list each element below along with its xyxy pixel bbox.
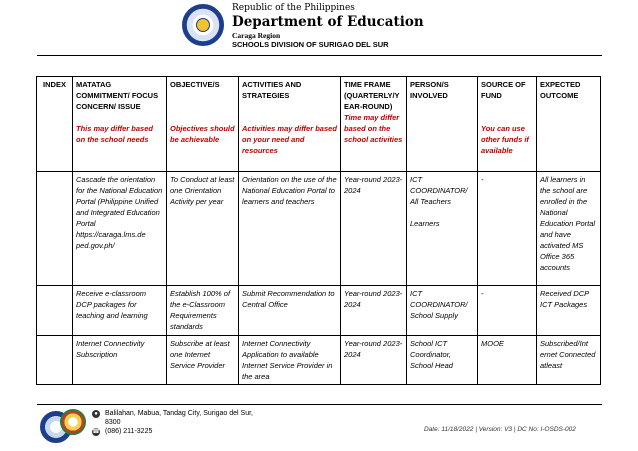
map-pin-icon: ● [92, 410, 100, 418]
cell-timeframe: Year-round 2023-2024 [341, 336, 407, 385]
header-outcome: EXPECTED OUTCOME [537, 77, 601, 172]
table-row [37, 172, 601, 286]
header-divider [37, 55, 602, 56]
cell-persons: School ICT Coordinator, School Head [407, 336, 478, 385]
header-concern: MATATAG COMMITMENT/ FOCUS CONCERN/ ISSUE This may differ based on the school needs [73, 77, 167, 172]
action-plan-table-wrapper [36, 76, 601, 385]
header-timeframe: TIME FRAME (QUARTERLY/Y EAR-ROUND) Time may differ based on the school activities [341, 77, 407, 172]
cell-concern: Receive e-classroom DCP packages for teaching and learning [73, 286, 167, 336]
cell-objective: To Conduct at least one Orientation Activity per year [167, 172, 239, 286]
contact-info [92, 409, 255, 436]
address-text: Balilahan, Mabua, Tandag City, Surigao del Sur, 8300 [105, 410, 254, 426]
cell-persons: ICT COORDINATOR/ School Supply [407, 286, 478, 336]
header-persons: PERSON/S INVOLVED [407, 77, 478, 172]
phone-row [92, 427, 255, 436]
division-label: SCHOOLS DIVISION OF SURIGAO DEL SUR [232, 40, 389, 49]
cell-objective: Establish 100% of the e-Classroom Requirements standards [167, 286, 239, 336]
footer-divider [37, 404, 602, 405]
footer [0, 406, 638, 451]
hint-activities: Activities may differ based on your need and resources [242, 124, 337, 155]
phone-text: (086) 211-3225 [105, 428, 153, 435]
republic-label: Republic of the Philippines [232, 3, 355, 13]
address-row [92, 409, 255, 427]
cell-fund: - [478, 286, 537, 336]
school-seal-logo [60, 409, 86, 435]
cell-outcome: Subscribed/Int ernet Connected atleast [537, 336, 601, 385]
cell-activities: Submit Recommendation to Central Office [239, 286, 341, 336]
cell-outcome: All learners in the school are enrolled in the National Education Portal and have activated MS Office 365 accounts [537, 172, 601, 286]
cell-activities: Internet Connectivity Application to available Internet Service Provider in the area [239, 336, 341, 385]
header-fund: SOURCE OF FUND You can use other funds if available [478, 77, 537, 172]
cell-concern: Internet Connectivity Subscription [73, 336, 167, 385]
header-activities: ACTIVITIES AND STRATEGIES Activities may differ based on your need and resources [239, 77, 341, 172]
cell-fund: MOOE [478, 336, 537, 385]
hint-fund: You can use other funds if available [481, 124, 529, 155]
table-row [37, 286, 601, 336]
deped-seal-logo [182, 4, 224, 46]
hint-objective: Objectives should be achievable [170, 124, 235, 144]
action-plan-table [36, 76, 601, 385]
hint-concern: This may differ based on the school needs [76, 124, 153, 144]
region-label: Caraga Region [232, 31, 281, 40]
cell-fund: - [478, 172, 537, 286]
cell-activities: Orientation on the use of the National Education Portal to learners and teachers [239, 172, 341, 286]
cell-concern: Cascade the orientation for the National Education Portal (Philippine Unified and Integrated Education Portal https://caraga.lms.de ped.gov.ph/ [73, 172, 167, 286]
cell-index [37, 172, 73, 286]
cell-objective: Subscribe at least one Internet Service Provider [167, 336, 239, 385]
header-index: INDEX [37, 77, 73, 172]
phone-icon: ☎ [92, 429, 100, 435]
cell-timeframe: Year-round 2023-2024 [341, 172, 407, 286]
cell-persons: ICT COORDINATOR/ All Teachers Learners [407, 172, 478, 286]
cell-index [37, 336, 73, 385]
seal-center [196, 18, 210, 32]
cell-timeframe: Year-round 2023-2024 [341, 286, 407, 336]
letterhead [0, 0, 638, 56]
table-header-row [37, 77, 601, 172]
cell-index [37, 286, 73, 336]
hint-timeframe: Time may differ based on the school activities [344, 113, 403, 144]
letterhead-text [232, 3, 424, 49]
table-row [37, 336, 601, 385]
header-objective: OBJECTIVE/S Objectives should be achievable [167, 77, 239, 172]
department-title: Department of Education [232, 14, 424, 30]
document-control-info: Date: 11/18/2022 | Version: V3 | DC No: I-OSDS-002 [424, 426, 576, 433]
cell-outcome: Received DCP ICT Packages [537, 286, 601, 336]
